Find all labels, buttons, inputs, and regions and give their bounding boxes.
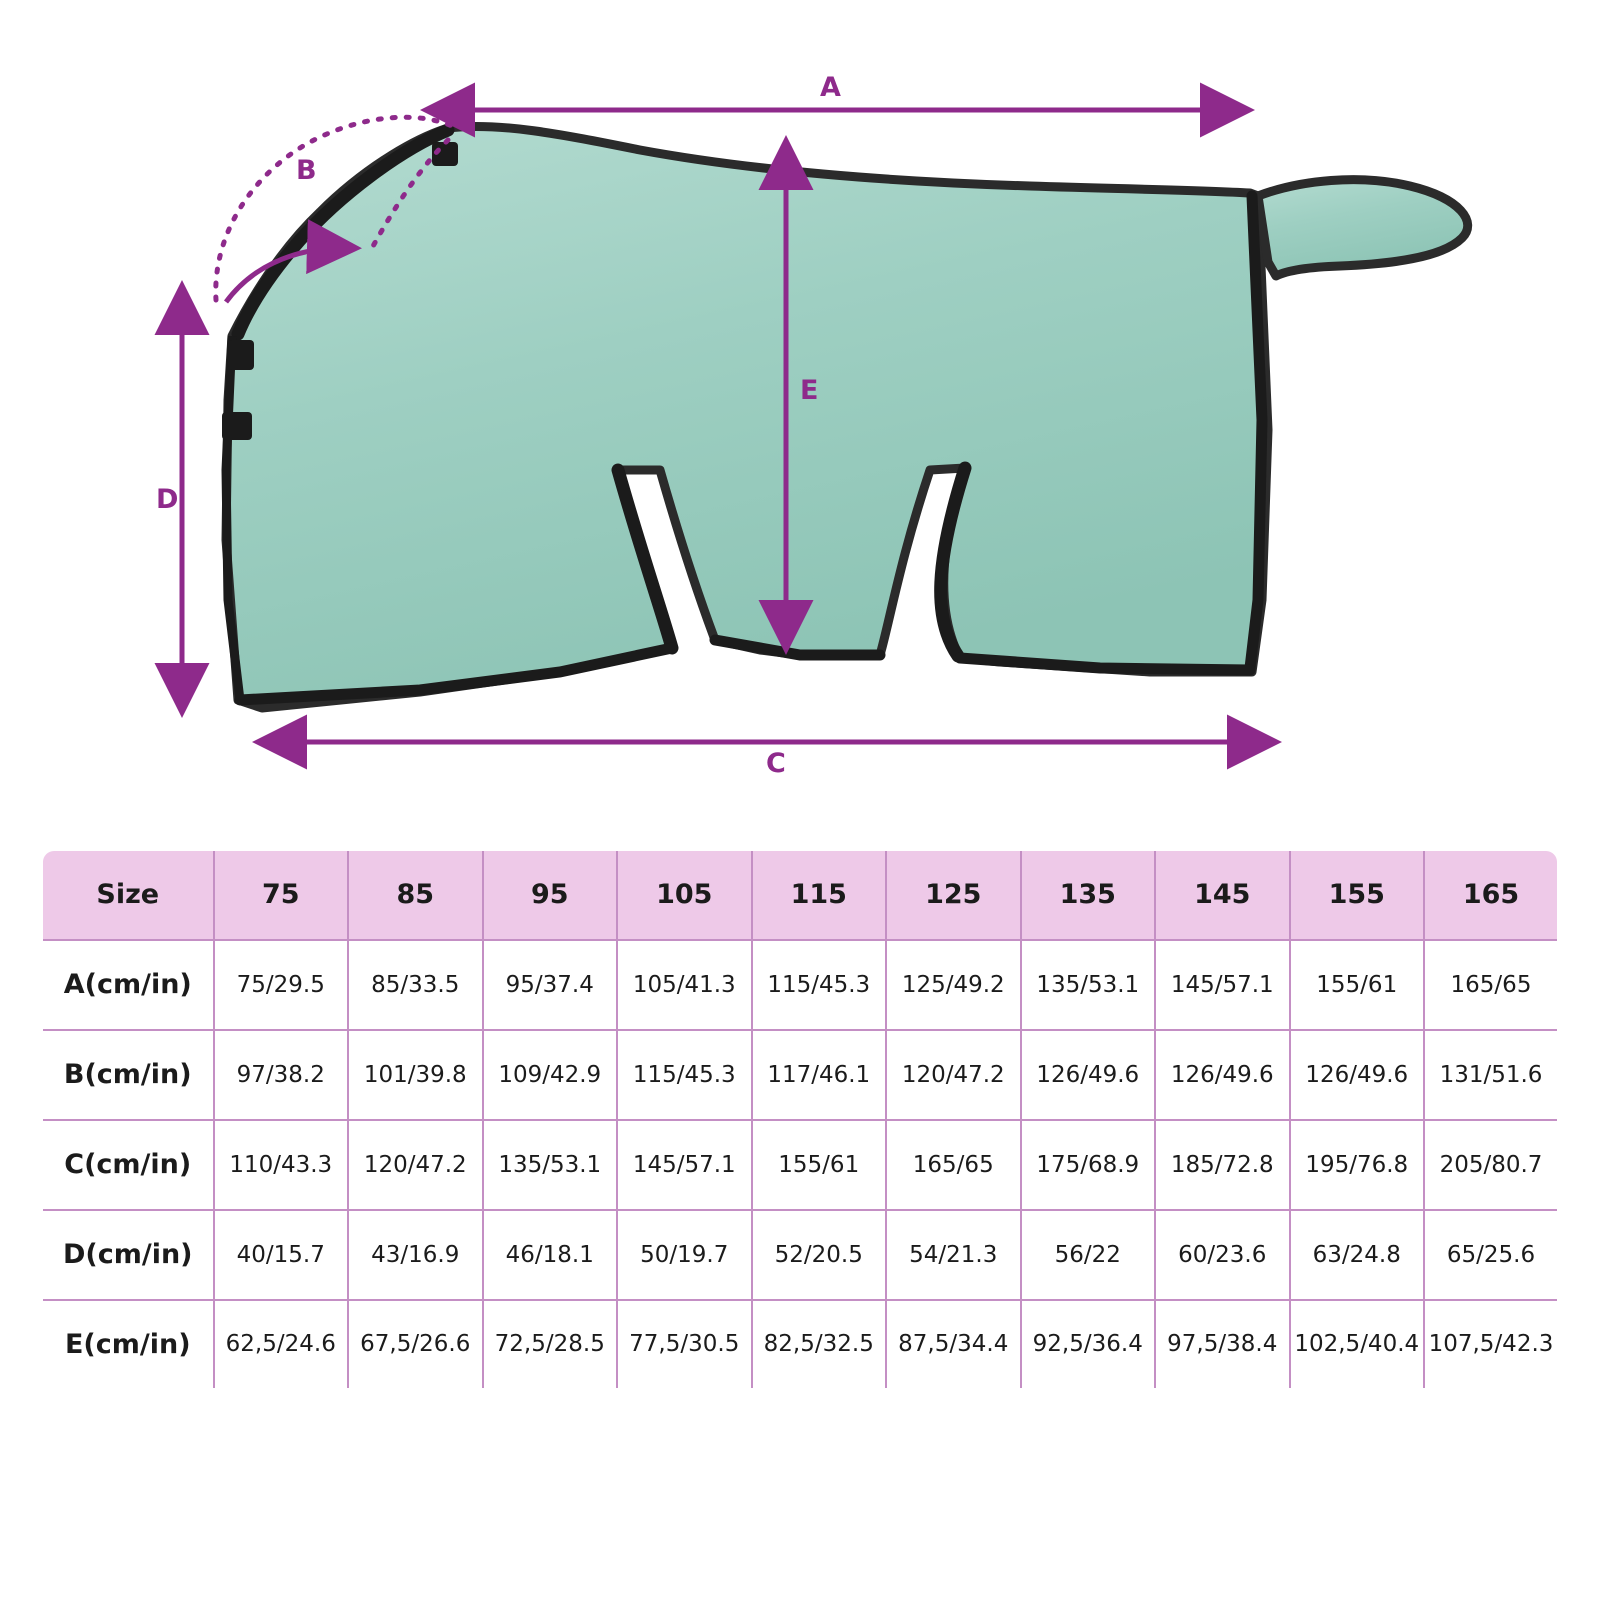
table-cell: 87,5/34.4 — [886, 1300, 1021, 1390]
label-b: B — [296, 155, 318, 186]
table-cell: 135/53.1 — [483, 1120, 618, 1210]
table-cell: 107,5/42.3 — [1424, 1300, 1559, 1390]
table-cell: 82,5/32.5 — [752, 1300, 887, 1390]
row-label: A(cm/in) — [42, 940, 214, 1030]
table-cell: 65/25.6 — [1424, 1210, 1559, 1300]
table-cell: 101/39.8 — [348, 1030, 483, 1120]
table-cell: 110/43.3 — [214, 1120, 349, 1210]
column-header: 105 — [617, 850, 752, 940]
row-label: B(cm/in) — [42, 1030, 214, 1120]
table-cell: 85/33.5 — [348, 940, 483, 1030]
table-cell: 131/51.6 — [1424, 1030, 1559, 1120]
table-cell: 126/49.6 — [1290, 1030, 1425, 1120]
table-cell: 60/23.6 — [1155, 1210, 1290, 1300]
table-cell: 50/19.7 — [617, 1210, 752, 1300]
column-header: Size — [42, 850, 214, 940]
row-label: D(cm/in) — [42, 1210, 214, 1300]
rug-shape — [222, 126, 1468, 708]
column-header: 145 — [1155, 850, 1290, 940]
table-cell: 105/41.3 — [617, 940, 752, 1030]
table-cell: 72,5/28.5 — [483, 1300, 618, 1390]
table-cell: 185/72.8 — [1155, 1120, 1290, 1210]
label-e: E — [800, 375, 819, 406]
table-row — [42, 940, 1559, 1030]
table-cell: 120/47.2 — [348, 1120, 483, 1210]
label-c: C — [766, 748, 787, 779]
column-header: 115 — [752, 850, 887, 940]
label-d: D — [156, 484, 179, 515]
table-cell: 145/57.1 — [1155, 940, 1290, 1030]
table-cell: 40/15.7 — [214, 1210, 349, 1300]
table-cell: 54/21.3 — [886, 1210, 1021, 1300]
table-cell: 97/38.2 — [214, 1030, 349, 1120]
row-label: C(cm/in) — [42, 1120, 214, 1210]
table-row — [42, 1030, 1559, 1120]
row-label: E(cm/in) — [42, 1300, 214, 1390]
label-a: A — [820, 72, 842, 103]
table-cell: 97,5/38.4 — [1155, 1300, 1290, 1390]
table-cell: 165/65 — [1424, 940, 1559, 1030]
table-cell: 155/61 — [752, 1120, 887, 1210]
table-cell: 145/57.1 — [617, 1120, 752, 1210]
table-cell: 165/65 — [886, 1120, 1021, 1210]
table-cell: 56/22 — [1021, 1210, 1156, 1300]
table-cell: 52/20.5 — [752, 1210, 887, 1300]
table-cell: 126/49.6 — [1155, 1030, 1290, 1120]
table-cell: 126/49.6 — [1021, 1030, 1156, 1120]
table-cell: 62,5/24.6 — [214, 1300, 349, 1390]
table-cell: 92,5/36.4 — [1021, 1300, 1156, 1390]
table-row — [42, 1120, 1559, 1210]
table-cell: 77,5/30.5 — [617, 1300, 752, 1390]
column-header: 95 — [483, 850, 618, 940]
column-header: 85 — [348, 850, 483, 940]
table-cell: 95/37.4 — [483, 940, 618, 1030]
table-cell: 75/29.5 — [214, 940, 349, 1030]
chest-buckle-bottom — [222, 412, 252, 440]
column-header: 165 — [1424, 850, 1559, 940]
table-cell: 46/18.1 — [483, 1210, 618, 1300]
column-header: 75 — [214, 850, 349, 940]
chest-buckle-top — [228, 340, 254, 370]
table-cell: 109/42.9 — [483, 1030, 618, 1120]
table-header-row — [42, 850, 1559, 940]
table-cell: 63/24.8 — [1290, 1210, 1425, 1300]
table-cell: 102,5/40.4 — [1290, 1300, 1425, 1390]
column-header: 135 — [1021, 850, 1156, 940]
table-cell: 43/16.9 — [348, 1210, 483, 1300]
table-row — [42, 1210, 1559, 1300]
table-cell: 117/46.1 — [752, 1030, 887, 1120]
table-cell: 155/61 — [1290, 940, 1425, 1030]
table-cell: 205/80.7 — [1424, 1120, 1559, 1210]
column-header: 155 — [1290, 850, 1425, 940]
table-cell: 67,5/26.6 — [348, 1300, 483, 1390]
size-chart — [40, 848, 1560, 1391]
table-cell: 115/45.3 — [617, 1030, 752, 1120]
table-row — [42, 1300, 1559, 1390]
table-cell: 135/53.1 — [1021, 940, 1156, 1030]
size-table — [40, 848, 1560, 1391]
table-cell: 120/47.2 — [886, 1030, 1021, 1120]
table-cell: 175/68.9 — [1021, 1120, 1156, 1210]
table-cell: 195/76.8 — [1290, 1120, 1425, 1210]
column-header: 125 — [886, 850, 1021, 940]
table-cell: 115/45.3 — [752, 940, 887, 1030]
table-cell: 125/49.2 — [886, 940, 1021, 1030]
